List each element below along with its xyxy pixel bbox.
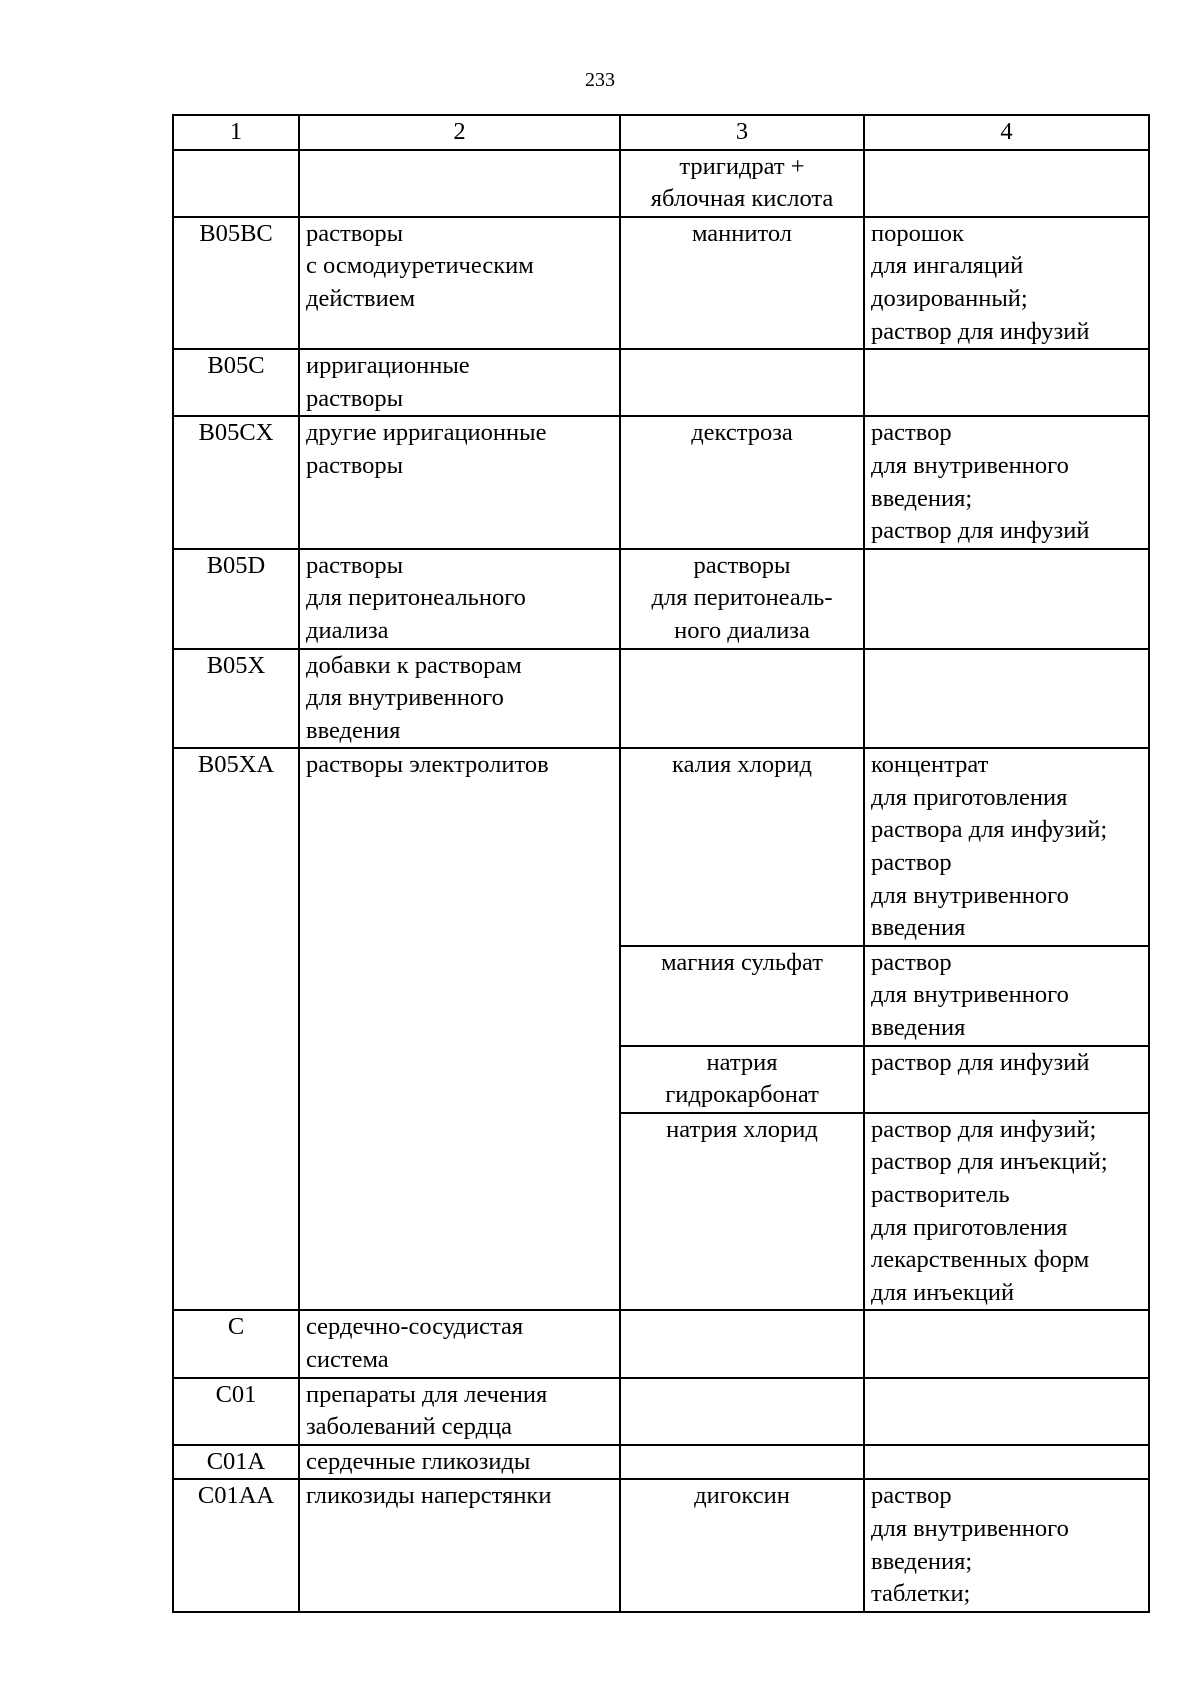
substance-cell [620,1046,864,1113]
group-name-cell [299,1479,620,1611]
cell-line: раствор [871,948,952,976]
substance-cell [620,416,864,548]
table-row [173,1310,1149,1377]
cell-line: для внутривенного [871,1514,1069,1542]
cell-line: для приготовления [871,1213,1068,1241]
cell-line: натрия [706,1048,778,1076]
atc-code-cell: C01 [173,1378,299,1445]
cell-line: для инъекций [871,1278,1015,1306]
table-row [173,549,1149,649]
cell-line: диализа [306,616,389,644]
cell-line: другие ирригационные [306,419,547,447]
cell-line: гликозиды наперстянки [306,1482,552,1510]
dosage-form-cell [864,1378,1149,1445]
dosage-form-cell [864,946,1149,1046]
group-name-cell [299,1310,620,1377]
table-row [173,1479,1149,1611]
cell-line: дигоксин [694,1482,790,1510]
cell-line: дозированный; [871,284,1028,312]
cell-line: ирригационные [306,352,470,380]
dosage-form-cell [864,549,1149,649]
atc-code-cell: C01A [173,1445,299,1480]
substance-cell [620,649,864,749]
cell-line: растворы [306,551,404,579]
header-cell-1: 1 [173,115,299,150]
cell-line: для перитонеаль- [651,584,833,612]
substance-cell [620,1113,864,1311]
dosage-form-cell [864,150,1149,217]
cell-line: сердечные гликозиды [306,1447,531,1475]
cell-line: введения [306,716,401,744]
cell-line: для внутривенного [871,451,1069,479]
dosage-form-cell [864,416,1149,548]
atc-code-cell: B05XA [173,748,299,1310]
table-row [173,1445,1149,1480]
group-name-cell [299,150,620,217]
group-name-cell [299,1378,620,1445]
cell-line: растворы [306,451,404,479]
cell-line: концентрат [871,751,989,779]
dosage-form-cell [864,1445,1149,1480]
cell-line: для внутривенного [871,881,1069,909]
cell-line: растворы электролитов [306,751,549,779]
dosage-form-cell [864,1310,1149,1377]
cell-line: порошок [871,219,964,247]
group-name-cell [299,549,620,649]
cell-line: раствор для инфузий [871,517,1090,545]
table-row [173,150,1149,217]
dosage-form-cell [864,1479,1149,1611]
cell-line: система [306,1345,389,1373]
cell-line: лекарственных форм [871,1246,1090,1274]
table-row [173,349,1149,416]
atc-code-cell: B05C [173,349,299,416]
group-name-cell [299,217,620,349]
atc-code-cell: B05BC [173,217,299,349]
page-number: 233 [585,69,615,91]
group-name-cell [299,649,620,749]
atc-code-cell: B05CX [173,416,299,548]
table-row [173,416,1149,548]
cell-line: заболеваний сердца [306,1413,513,1441]
cell-line: с осмодиуретическим [306,252,534,280]
group-name-cell [299,349,620,416]
cell-line: для внутривенного [871,981,1069,1009]
cell-line: декстроза [691,419,793,447]
cell-line: раствора для инфузий; [871,816,1108,844]
cell-line: раствор для инфузий; [871,1115,1097,1143]
atc-code-cell: C01AA [173,1479,299,1611]
substance-cell [620,1445,864,1480]
cell-line: введения; [871,484,973,512]
cell-line: раствор [871,849,952,877]
cell-line: растворы [693,551,791,579]
cell-line: раствор для инфузий [871,1048,1090,1076]
atc-code-cell [173,150,299,217]
header-row [173,115,1149,150]
cell-line: для перитонеального [306,584,526,612]
dosage-form-cell [864,349,1149,416]
cell-line: ного диализа [674,616,810,644]
group-name-cell [299,416,620,548]
cell-line: растворы [306,384,404,412]
cell-line: сердечно-сосудистая [306,1313,524,1341]
header-cell-4: 4 [864,115,1149,150]
dosage-form-cell [864,1046,1149,1113]
cell-line: растворы [306,219,404,247]
substance-cell [620,1378,864,1445]
cell-line: введения; [871,1547,973,1575]
cell-line: для приготовления [871,783,1068,811]
cell-line: введения [871,914,966,942]
substance-cell [620,150,864,217]
table-row [173,1378,1149,1445]
cell-line: яблочная кислота [650,185,834,213]
dosage-form-cell [864,748,1149,946]
cell-line: введения [871,1014,966,1042]
group-name-cell [299,748,620,1310]
table-row [173,217,1149,349]
table-row [173,649,1149,749]
substance-cell [620,349,864,416]
cell-line: для внутривенного [306,684,504,712]
cell-line: магния сульфат [661,948,823,976]
group-name-cell [299,1445,620,1480]
substance-cell [620,946,864,1046]
cell-line: калия хлорид [672,751,812,779]
cell-line: добавки к растворам [306,651,522,679]
substance-cell [620,748,864,946]
atc-code-cell: C [173,1310,299,1377]
cell-line: таблетки; [871,1580,971,1608]
drug-classification-table [172,114,1150,1613]
substance-cell [620,549,864,649]
atc-code-cell: B05D [173,549,299,649]
dosage-form-cell [864,217,1149,349]
cell-line: натрия хлорид [666,1115,818,1143]
substance-cell [620,1479,864,1611]
table-row [173,748,1149,946]
cell-line: растворитель [871,1181,1010,1208]
cell-line: маннитол [691,219,793,247]
cell-line: раствор [871,1482,952,1510]
substance-cell [620,217,864,349]
dosage-form-cell [864,1113,1149,1311]
cell-line: тригидрат + [679,152,805,180]
cell-line: для ингаляций [871,252,1024,280]
header-cell-3: 3 [620,115,864,150]
dosage-form-cell [864,649,1149,749]
cell-line: действием [306,284,416,312]
atc-code-cell: B05X [173,649,299,749]
cell-line: раствор для инъекций; [871,1148,1108,1176]
header-cell-2: 2 [299,115,620,150]
cell-line: раствор [871,419,952,447]
cell-line: гидрокарбонат [665,1081,819,1109]
cell-line: раствор для инфузий [871,317,1090,345]
cell-line: препараты для лечения [306,1380,548,1408]
substance-cell [620,1310,864,1377]
